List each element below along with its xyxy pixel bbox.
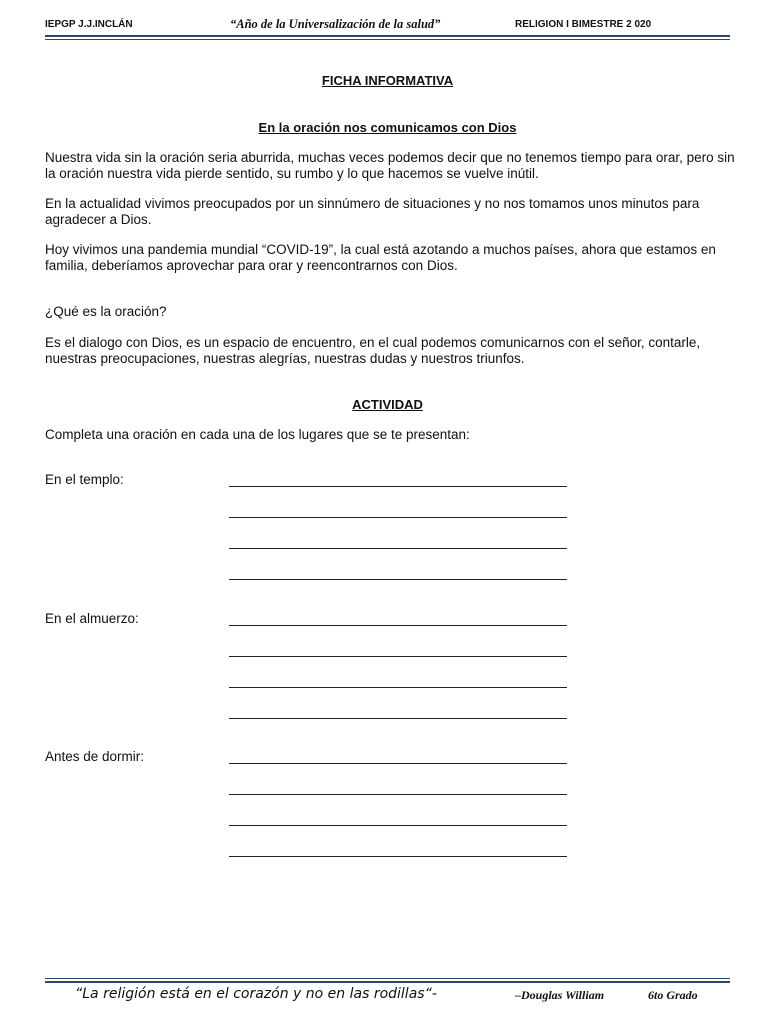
paragraph-2: En la actualidad vivimos preocupados por un sinnúmero de situaciones y no nos tomamos unos minutos para agradecer a Dios.: [45, 196, 700, 227]
year-motto: “Año de la Universalización de la salud”: [230, 17, 441, 31]
label-temple: En el templo:: [45, 472, 124, 487]
answer-line[interactable]: [229, 825, 567, 826]
label-lunch: En el almuerzo:: [45, 611, 139, 626]
answer: Es el dialogo con Dios, es un espacio de encuentro, en el cual podemos comunicarnos con el señor, contarle, nuestras preocupaciones, nuestras alegrías, nuestras dudas y nuestros triunfos.: [45, 335, 701, 366]
answer-line[interactable]: [229, 486, 567, 487]
footer-author: –Douglas William: [515, 988, 605, 1002]
answer-line[interactable]: [229, 794, 567, 795]
answer-line[interactable]: [229, 687, 567, 688]
answer-line[interactable]: [229, 548, 567, 549]
activity-title: ACTIVIDAD: [352, 397, 423, 412]
footer-grade: 6to Grado: [648, 988, 698, 1002]
school-name: IEPGP J.J.INCLÁN: [45, 19, 133, 30]
answer-line[interactable]: [229, 579, 567, 580]
answer-line[interactable]: [229, 718, 567, 719]
paragraph-1: Nuestra vida sin la oración seria aburrida, muchas veces podemos decir que no tenemos tiempo para orar, pero sin la oración nuestra vida pierde sentido, su rumbo y lo que hacemos se vuelve inútil.: [45, 150, 735, 181]
answer-line[interactable]: [229, 517, 567, 518]
question: ¿Qué es la oración?: [45, 304, 167, 319]
paragraph-3: Hoy vivimos una pandemia mundial “COVID-19”, la cual está azotando a muchos países, ahora que estamos en familia, deberíamos aprovechar para orar y reencontrarnos con Dios.: [45, 242, 716, 273]
answer-line[interactable]: [229, 856, 567, 857]
page-header: [45, 17, 730, 35]
activity-instruction: Completa una oración en cada una de los lugares que se te presentan:: [45, 427, 470, 442]
answer-line[interactable]: [229, 625, 567, 626]
header-rule-thin: [45, 39, 730, 40]
page-footer: [75, 984, 735, 1008]
course-info: RELIGION I BIMESTRE 2 020: [515, 19, 652, 30]
doc-title: FICHA INFORMATIVA: [321, 73, 454, 88]
label-bedtime: Antes de dormir:: [45, 749, 145, 764]
answer-line[interactable]: [229, 656, 567, 657]
footer-quote: “La religión está en el corazón y no en las rodillas“-: [75, 986, 437, 1002]
doc-subtitle: En la oración nos comunicamos con Dios: [258, 120, 517, 135]
header-rule-thick: [45, 35, 730, 37]
footer-rule-thick: [45, 981, 730, 983]
footer-rule-thin: [45, 978, 730, 979]
answer-line[interactable]: [229, 763, 567, 764]
